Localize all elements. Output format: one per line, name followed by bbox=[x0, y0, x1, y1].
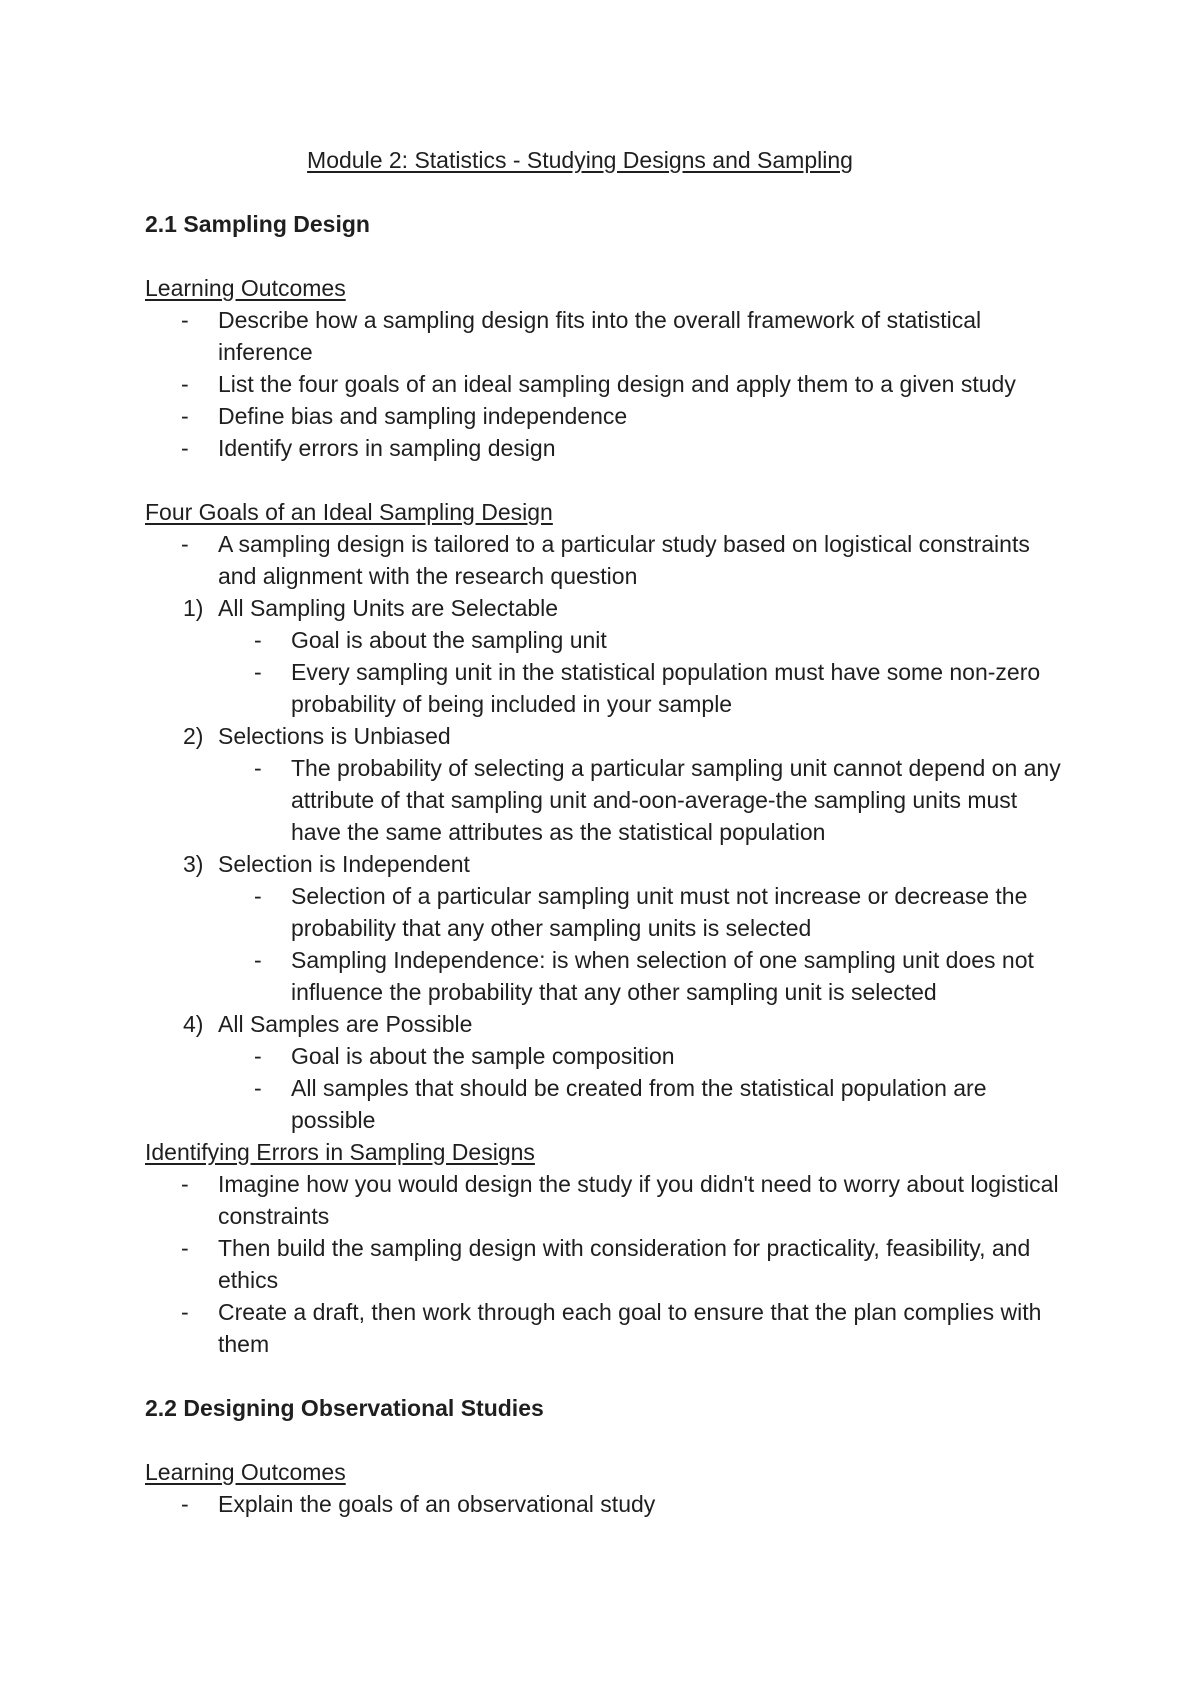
goal-title: Selection is Independent bbox=[218, 851, 470, 877]
dash-marker: - bbox=[254, 947, 262, 973]
learning-outcomes-list bbox=[145, 304, 1065, 464]
list-item: - Then build the sampling design with consideration for practicality, feasibility, and ethics bbox=[145, 1232, 1065, 1296]
dash-marker: - bbox=[254, 755, 262, 781]
dash-marker: - bbox=[181, 435, 189, 461]
goal-title: All Samples are Possible bbox=[218, 1011, 473, 1037]
dash-marker: - bbox=[181, 1171, 189, 1197]
document-title: Module 2: Statistics - Studying Designs and Sampling bbox=[307, 147, 853, 173]
section-heading-2-1: 2.1 Sampling Design bbox=[145, 211, 370, 237]
goal-title: All Sampling Units are Selectable bbox=[218, 595, 559, 621]
number-marker: 2) bbox=[183, 723, 204, 749]
list-item: - Identify errors in sampling design bbox=[145, 432, 1065, 464]
list-item: - Describe how a sampling design fits into the overall framework of statistical inference bbox=[145, 304, 1065, 368]
dash-marker: - bbox=[181, 371, 189, 397]
goal-title: Selections is Unbiased bbox=[218, 723, 451, 749]
number-marker: 3) bbox=[183, 851, 204, 877]
list-item: - Sampling Independence: is when selection of one sampling unit does not influence the probability that any other sampling unit is selected bbox=[145, 944, 1065, 1008]
goal-item-2 bbox=[145, 720, 1065, 752]
list-item: - Define bias and sampling independence bbox=[145, 400, 1065, 432]
identifying-errors-list bbox=[145, 1168, 1065, 1360]
four-goals-label: Four Goals of an Ideal Sampling Design bbox=[145, 499, 553, 525]
goal-item-4 bbox=[145, 1008, 1065, 1040]
learning-outcomes-label: Learning Outcomes bbox=[145, 1459, 346, 1485]
list-item: - A sampling design is tailored to a particular study based on logistical constraints and alignment with the research question bbox=[145, 528, 1065, 592]
list-item: - The probability of selecting a particular sampling unit cannot depend on any attribute of that sampling unit and-oon-average-the sampling units must have the same attributes as the statistical population bbox=[145, 752, 1065, 848]
dash-marker: - bbox=[181, 307, 189, 333]
goal-item-1 bbox=[145, 592, 1065, 624]
number-marker: 4) bbox=[183, 1011, 204, 1037]
list-item: - All samples that should be created from the statistical population are possible bbox=[145, 1072, 1065, 1136]
dash-marker: - bbox=[181, 1299, 189, 1325]
dash-marker: - bbox=[254, 1075, 262, 1101]
list-item: - Imagine how you would design the study if you didn't need to worry about logistical constraints bbox=[145, 1168, 1065, 1232]
identifying-errors-label: Identifying Errors in Sampling Designs bbox=[145, 1139, 535, 1165]
dash-marker: - bbox=[254, 883, 262, 909]
list-item: - List the four goals of an ideal sampling design and apply them to a given study bbox=[145, 368, 1065, 400]
list-item: - Goal is about the sample composition bbox=[145, 1040, 1065, 1072]
dash-marker: - bbox=[181, 531, 189, 557]
learning-outcomes-list bbox=[145, 1488, 1065, 1520]
list-item: - Create a draft, then work through each goal to ensure that the plan complies with them bbox=[145, 1296, 1065, 1360]
list-item: - Explain the goals of an observational study bbox=[145, 1488, 1065, 1520]
document-body bbox=[145, 208, 1065, 1520]
list-item: - Every sampling unit in the statistical population must have some non-zero probability of being included in your sample bbox=[145, 656, 1065, 720]
dash-marker: - bbox=[254, 1043, 262, 1069]
dash-marker: - bbox=[181, 1235, 189, 1261]
four-goals-list bbox=[145, 592, 1065, 1136]
dash-marker: - bbox=[254, 627, 262, 653]
number-marker: 1) bbox=[183, 595, 204, 621]
list-item: - Goal is about the sampling unit bbox=[145, 624, 1065, 656]
goal-item-3 bbox=[145, 848, 1065, 880]
dash-marker: - bbox=[254, 659, 262, 685]
list-item: - Selection of a particular sampling unit must not increase or decrease the probability that any other sampling units is selected bbox=[145, 880, 1065, 944]
dash-marker: - bbox=[181, 1491, 189, 1517]
section-heading-2-2: 2.2 Designing Observational Studies bbox=[145, 1395, 544, 1421]
learning-outcomes-label: Learning Outcomes bbox=[145, 275, 346, 301]
four-goals-intro-list bbox=[145, 528, 1065, 592]
dash-marker: - bbox=[181, 403, 189, 429]
